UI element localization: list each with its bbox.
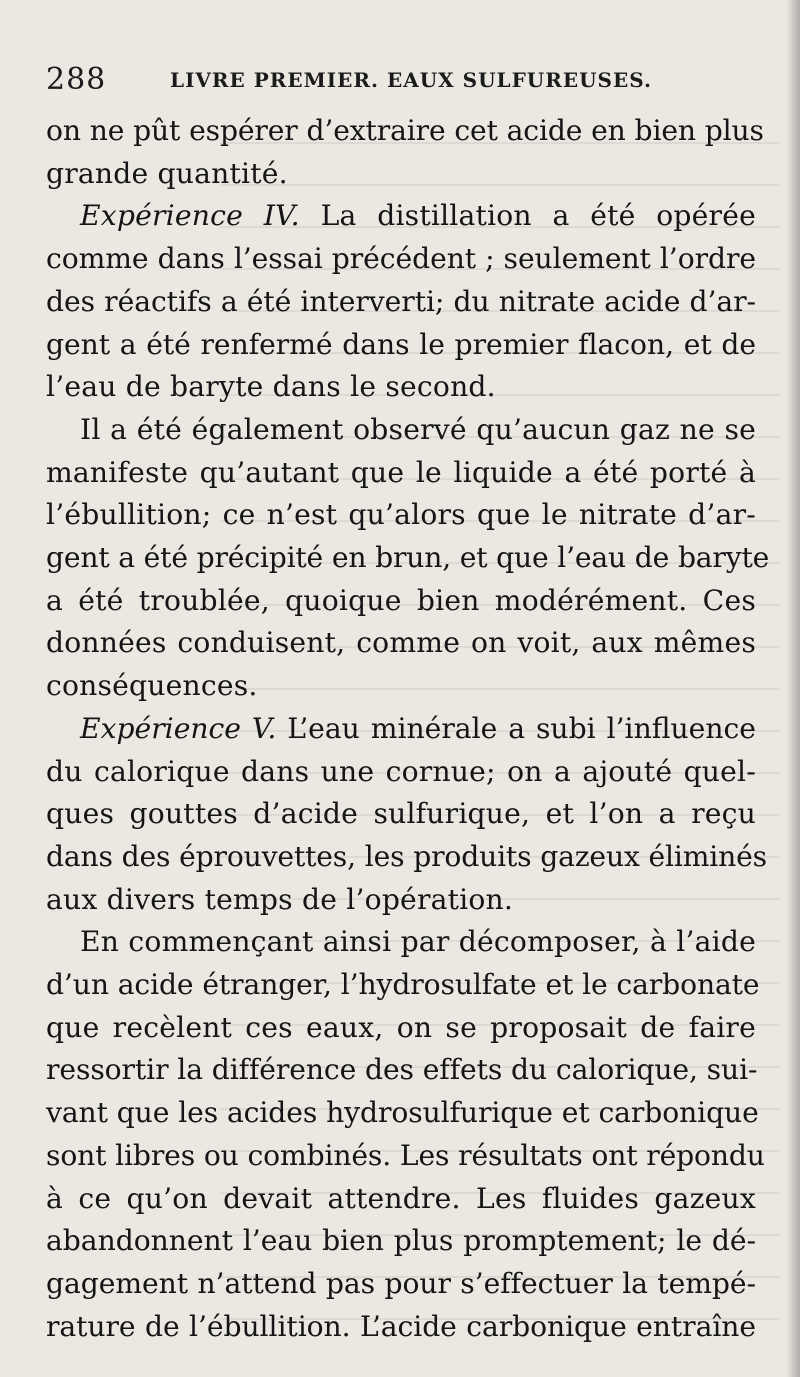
text-line: abandonnent l’eau bien plus promptement; le dé-	[46, 1224, 756, 1258]
text-line: ques gouttes d’acide sulfurique, et l’on a reçu	[46, 797, 756, 831]
text-line: sont libres ou combinés. Les résultats ont répondu	[46, 1138, 765, 1172]
body-text	[46, 110, 770, 1348]
text-line: gent a été précipité en brun, et que l’eau de baryte	[46, 541, 770, 575]
text-line: Il a été également observé qu’aucun gaz ne se	[80, 412, 756, 446]
text-line: du calorique dans une cornue; on a ajouté quel-	[46, 754, 756, 788]
text-line: rature de l’ébullition. L’acide carbonique entraîne	[46, 1309, 756, 1343]
text-line: l’eau de baryte dans le second.	[46, 370, 496, 404]
running-head: LIVRE PREMIER. EAUX SULFUREUSES.	[170, 68, 652, 92]
text-line: En commençant ainsi par décomposer, à l’aide	[80, 925, 756, 959]
paragraph-experience-v	[46, 708, 767, 922]
text-line: des réactifs a été interverti; du nitrate acide d’ar-	[46, 284, 756, 318]
page-edge-shadow	[786, 0, 800, 1377]
text-run: L’eau minérale a subi l’influence	[276, 711, 756, 745]
text-run: La distillation a été opérée	[299, 199, 756, 233]
text-line: manifeste qu’autant que le liquide a été porté à	[46, 455, 756, 489]
text-line: dans des éprouvettes, les produits gazeux éliminés	[46, 839, 767, 873]
text-line: à ce qu’on devait attendre. Les fluides gazeux	[46, 1181, 756, 1215]
text-line: conséquences.	[46, 669, 258, 703]
text-line: vant que les acides hydrosulfurique et carbonique	[46, 1096, 759, 1130]
experience-heading: Expérience IV.	[80, 199, 300, 233]
text-line: que recèlent ces eaux, on se proposait de faire	[46, 1010, 756, 1044]
text-line	[46, 195, 756, 238]
text-line: ressortir la différence des effets du calorique, sui-	[46, 1053, 758, 1087]
experience-heading: Expérience V.	[80, 711, 277, 745]
text-line	[46, 708, 756, 751]
page-number: 288	[46, 62, 107, 97]
text-line: données conduisent, comme on voit, aux mêmes	[46, 626, 756, 660]
paragraph-experience-iv	[46, 195, 756, 409]
text-line: l’ébullition; ce n’est qu’alors que le nitrate d’ar-	[46, 498, 756, 532]
text-line: grande quantité.	[46, 156, 288, 190]
page-header	[46, 62, 766, 102]
text-line: on ne pût espérer d’extraire cet acide en bien plus	[46, 114, 764, 147]
paragraph-observation	[46, 409, 770, 708]
text-line: gent a été renfermé dans le premier flacon, et de	[46, 327, 756, 361]
text-line: d’un acide étranger, l’hydrosulfate et le carbonate	[46, 968, 760, 1002]
text-line: gagement n’attend pas pour s’effectuer la tempé-	[46, 1266, 756, 1300]
paragraph-discussion	[46, 921, 765, 1348]
text-line: a été troublée, quoique bien modérément. Ces	[46, 583, 756, 617]
text-line: aux divers temps de l’opération.	[46, 882, 514, 916]
paragraph-continuation	[46, 110, 764, 195]
text-line: comme dans l’essai précédent ; seulement l’ordre	[46, 242, 756, 276]
